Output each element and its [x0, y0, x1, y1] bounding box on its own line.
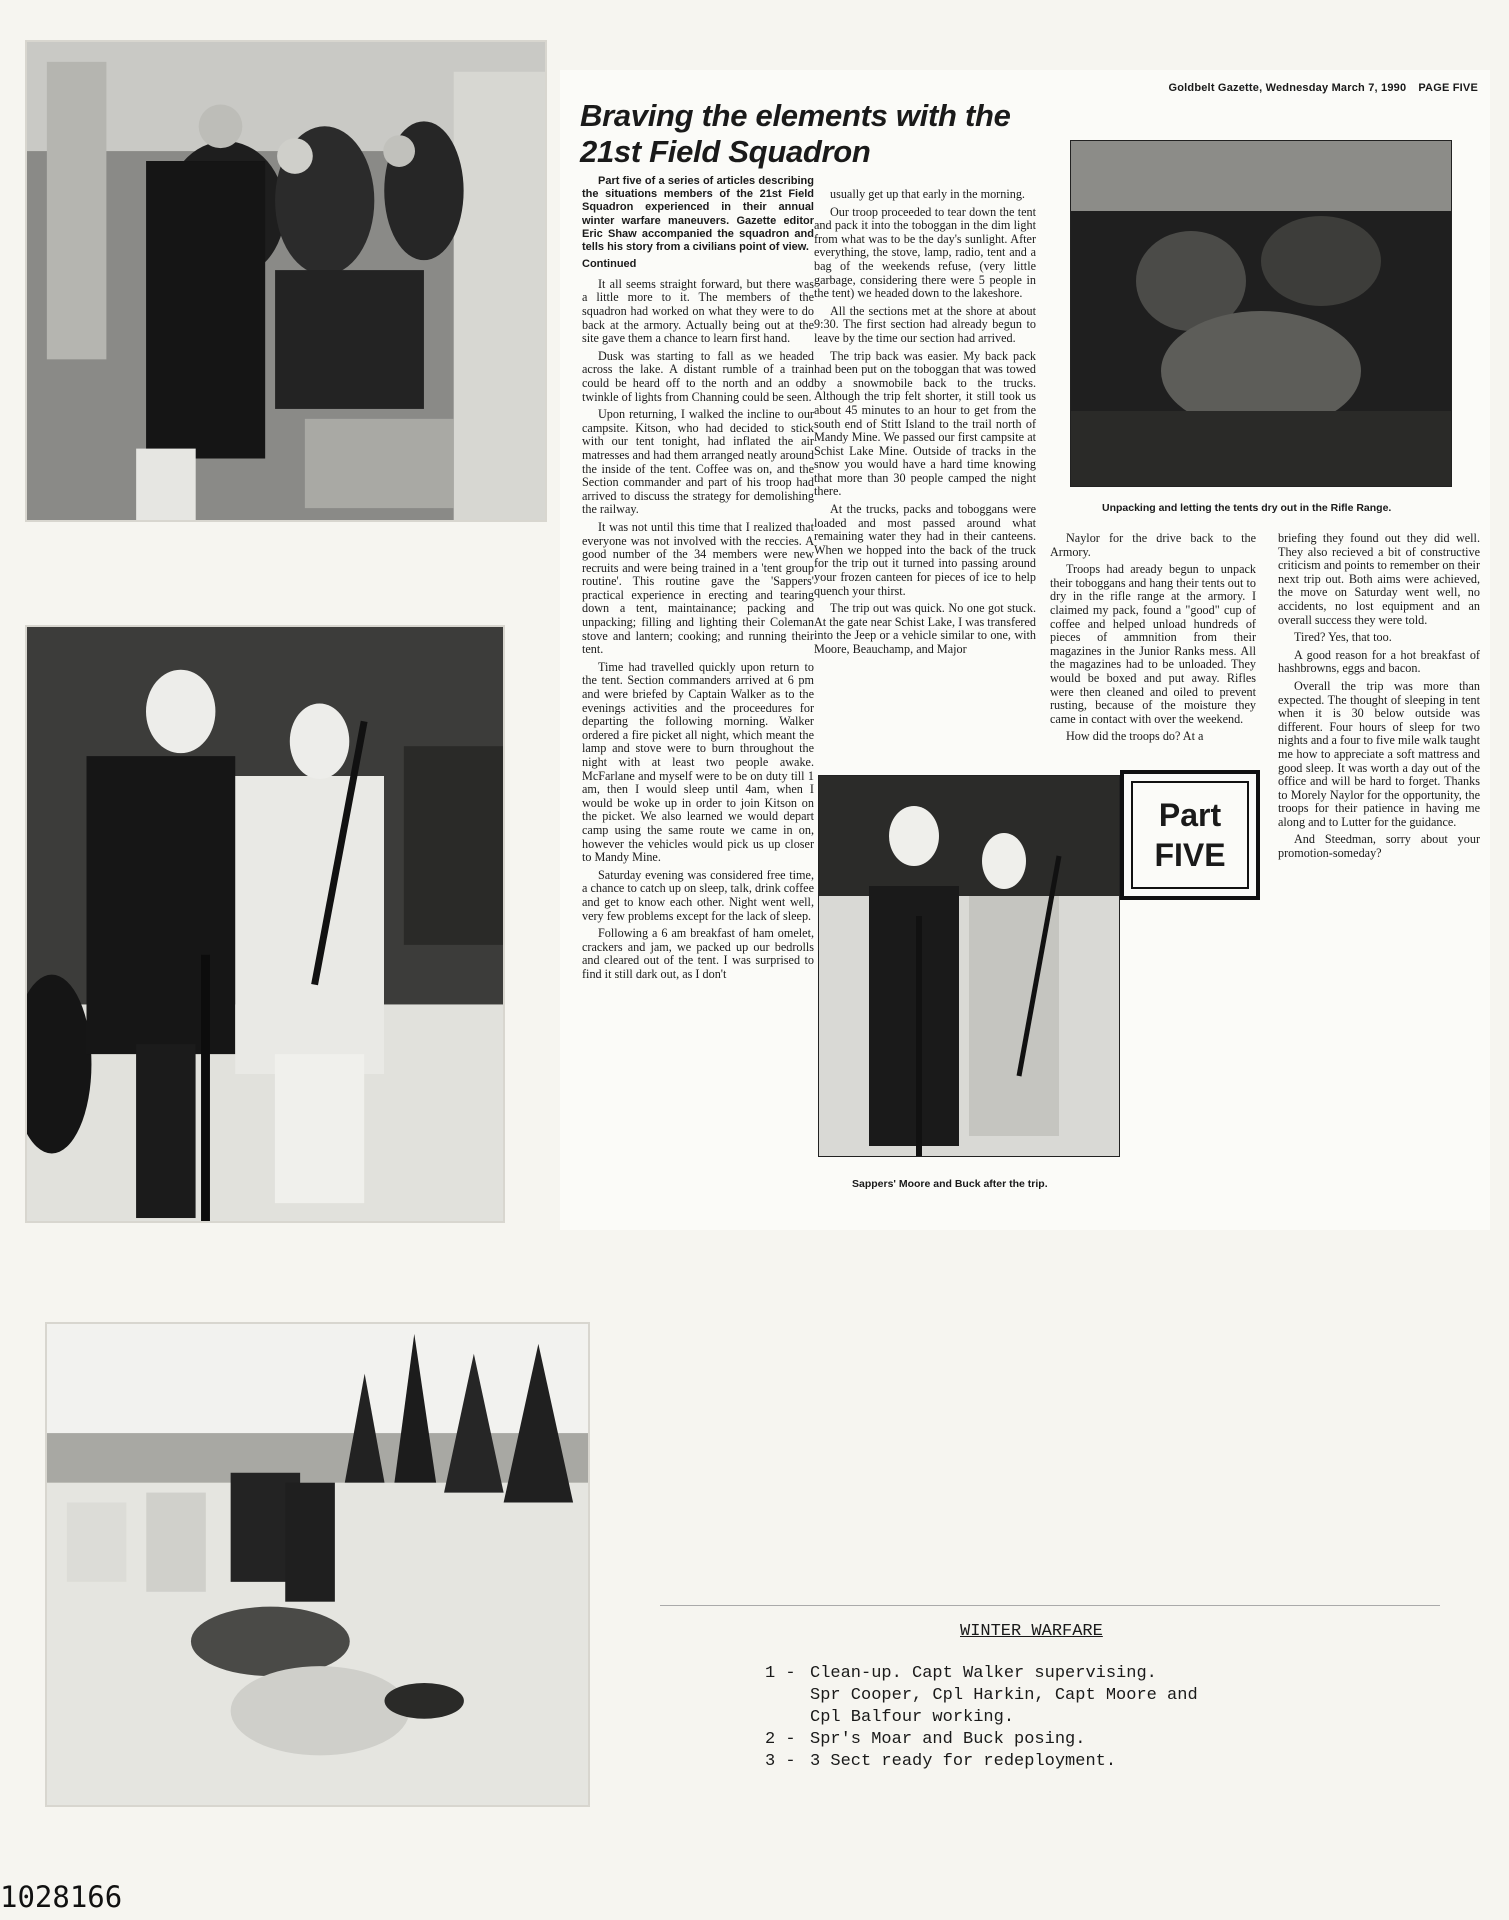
- divider-line: [660, 1605, 1440, 1606]
- caption-item: [765, 1663, 1280, 1729]
- paragraph: Following a 6 am breakfast of ham omelet, crackers and jam, we packed up our bedrolls and cleared out of the tent. I was surprised to find it still dark out, as I don't: [582, 926, 814, 981]
- paragraph: A good reason for a hot breakfast of hashbrowns, eggs and bacon.: [1278, 647, 1480, 676]
- paragraph: It all seems straight forward, but there was a little more to it. The members of the squadron had worked on what they were to do back at the armory. Actually being out at the site gave them a chance to learn first hand.: [582, 276, 814, 346]
- headline: Braving the elements with the 21st Field Squadron: [580, 98, 1011, 169]
- article-column-3: [1050, 532, 1256, 748]
- paragraph: Time had travelled quickly upon return to the tent. Section commanders arrived at 6 pm and were briefed by Captain Walker as to the evenings activities and the proceedures for departing the following morning. Walker ordered a fire picket all night, which meant the lamp and stove were to burn throughout the night with at least two people awake. McFarlane and myself were to be on duty till 1 am, then I would sleep until 4am, when I would be woke up in order to join Kitson on the picket. We also learned we would depart camp using the same route we came in on, however the vehicles would pick us up closer to Mandy Mine.: [582, 659, 814, 865]
- paragraph: Troops had aready begun to unpack their toboggans and hang their tents out to dry in the rifle range at the armory. I claimed my pack, found a "good" cup of coffee and helped unload hundreds of pieces of ammnition from their magazines in the Junior Ranks mess. All the magazines had to be unloaded. They would be boxed and put away. Rifles were then cleaned and oiled to prevent rusting, because of the moisture they came in contact with over the weekend.: [1050, 562, 1256, 726]
- paragraph: The trip out was quick. No one got stuck. At the gate near Schist Lake, I was transfered into the Jeep or a vehicle similar to one, with Moore, Beauchamp, and Major: [814, 601, 1036, 656]
- part-five-label: [1131, 781, 1249, 889]
- caption-item-number: 1 -: [765, 1664, 796, 1683]
- caption-item-text: 3 Sect ready for redeployment.: [810, 1752, 1117, 1771]
- caption-sappers: Sappers' Moore and Buck after the trip.: [852, 1178, 1048, 1190]
- paragraph: usually get up that early in the morning.: [830, 187, 1025, 201]
- caption-item-text: Spr's Moar and Buck posing.: [810, 1730, 1086, 1749]
- paragraph: How did the troops do? At a: [1066, 729, 1204, 744]
- paragraph: Dusk was starting to fall as we headed across the lake. A distant rumble of a train could be heard off to the north and an odd twinkle of lights from Channing could be seen.: [582, 348, 814, 404]
- masthead-page: PAGE FIVE: [1418, 82, 1478, 94]
- winter-warfare-caption: [765, 1622, 1280, 1773]
- paragraph: The trip back was easier. My back pack had been put on the toboggan that was towed by a snowmobile back to the trucks. Although the trip felt shorter, it still took us about 45 minutes to an hour to get from the south end of Stitt Island to the trail north of Mandy Mine. We passed our first campsite at Schist Lake Mine. Outside of tracks in the snow you would have a hard time knowing that more than 30 people camped the night there.: [814, 348, 1036, 499]
- article-intro: Part five of a series of articles describing the situations members of the 21st Field Squadron experienced in their annual winter warfare maneuvers. Gazette editor Eric Shaw accompanied the squadron and tells his story from a civilians point of view.: [582, 175, 814, 254]
- article-column-2: [814, 188, 1036, 661]
- caption-item: [765, 1751, 1280, 1773]
- paragraph: briefing they found out they did well. They also recieved a bit of constructive criticism and points to remember on their next trip out. Both aims were achieved, the move on Saturday went well, no accidents, no lost equipment and an overall success they were told.: [1278, 531, 1480, 627]
- photo-sappers-posing: [25, 625, 505, 1223]
- article-column-4: [1278, 532, 1480, 865]
- paragraph: And Steedman, sorry about your promotion-someday?: [1278, 832, 1480, 861]
- paragraph: Our troop proceeded to tear down the tent and pack it into the toboggan in the dim light from what was to be the day's sunlight. After everything, the stove, lamp, radio, tent and a bag of the weekends refuse, (very little garbage, considering there were 5 people in the tent) we headed down to the lakeshore.: [814, 204, 1036, 301]
- article-column-1: [582, 175, 814, 986]
- masthead-paper-date: Goldbelt Gazette, Wednesday March 7, 1990: [1168, 82, 1407, 94]
- paragraph: Upon returning, I walked the incline to our campsite. Kitson, who had decided to stick with our tent tonight, had inflated the air matresses and had them arranged neatly around the inside of the tent. Coffee was on, and the Section commander and part of his troop had arrived to discuss the strategy for demolishing the railway.: [582, 407, 814, 517]
- paragraph: Saturday evening was considered free time, a chance to catch up on sleep, talk, drink coffee and get to know each other. Night went well, very few problems except for the lack of sleep.: [582, 867, 814, 923]
- part-number: FIVE: [1154, 837, 1226, 873]
- caption-rifle-range: Unpacking and letting the tents dry out in the Rifle Range.: [1102, 502, 1392, 514]
- clipping-photo-rifle-range: [1070, 140, 1452, 487]
- paragraph: All the sections met at the shore at about 9:30. The first section had already begun to leave by the time our section had arrived.: [814, 303, 1036, 345]
- caption-item: [765, 1729, 1280, 1751]
- paragraph: Overall the trip was more than expected. The thought of sleeping in tent when it is 30 below outside was different. Four hours of sleep for two nights and a four to five mile walk taught me how to appreciate a soft mattress and good sleep. It was worth a day out of the office and will be hard to forget. Thanks to Morely Naylor for the opportunity, the troops for their patience in having me along and to Lutter for the guidance.: [1278, 678, 1480, 829]
- masthead: [1168, 82, 1478, 94]
- paragraph: It was not until this time that I realized that everyone was not involved with the reccies. A good number of the 34 members were new recruits and were being trained in a 'tent group routine'. This routine gave the 'Sappers' practical experience in erecting and tearing down a tent, maintainance; packing and unpacking; filling and lighting their Coleman stove and lantern; cooking; and running their tent.: [582, 519, 814, 657]
- winter-warfare-title: WINTER WARFARE: [960, 1622, 1103, 1641]
- paragraph: Tired? Yes, that too.: [1294, 630, 1392, 645]
- document-number: 1028166: [0, 1880, 123, 1914]
- paragraph: Naylor for the drive back to the Armory.: [1050, 531, 1256, 559]
- photo-clean-up: [25, 40, 547, 522]
- paragraph: At the trucks, packs and toboggans were loaded and most passed around what remaining water they had in their canteens. When we hopped into the back of the truck for the trip out it turned into passing around your frozen canteen for pieces of ice to help quench your thirst.: [814, 502, 1036, 598]
- caption-item-number: 3 -: [765, 1752, 796, 1771]
- clipping-photo-sappers: [818, 775, 1120, 1157]
- caption-item-text: Clean-up. Capt Walker supervising. Spr Cooper, Cpl Harkin, Capt Moore and Cpl Balfour working.: [810, 1664, 1198, 1727]
- part-five-box: [1120, 770, 1260, 900]
- part-word: Part: [1158, 797, 1222, 833]
- newspaper-clipping: [560, 70, 1490, 1230]
- continued-label: Continued: [582, 258, 637, 271]
- photo-section-in-snow: [45, 1322, 590, 1807]
- caption-item-number: 2 -: [765, 1730, 796, 1749]
